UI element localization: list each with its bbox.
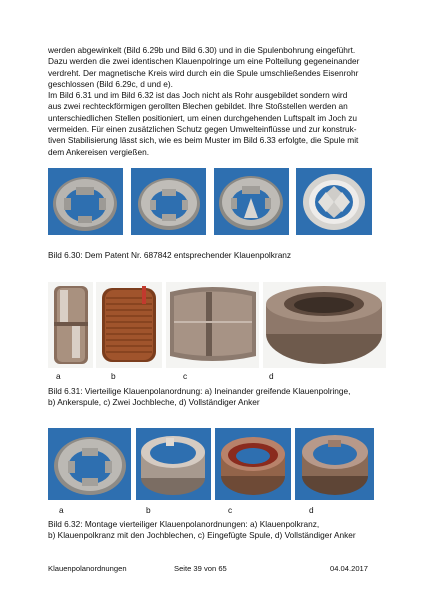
figure-631-label-c: c	[183, 371, 188, 381]
figure-632-caption-line: Bild 6.32: Montage vierteiliger Klauenpolanordnungen: a) Klauenpolkranz,	[48, 519, 320, 529]
figure-632-caption	[48, 519, 393, 542]
figure-632-caption-line: b) Klauenpolkranz mit den Jochblechen, c) Eingefügte Spule, d) Vollständiger Anker	[48, 530, 356, 541]
photo-assembly-complete	[295, 428, 374, 500]
photo-claw-ring-2	[131, 168, 206, 235]
figure-631-label-a: a	[56, 371, 61, 381]
body-line: verdreht. Der magnetische Kreis wird durch ein die Spule umschließendes Eisenrohr	[48, 67, 359, 78]
body-line: dem Ankereisen vergießen.	[48, 146, 150, 157]
figure-632-label-b: b	[146, 505, 151, 515]
figure-631-caption-line: Bild 6.31: Vierteilige Klauenpolanordnung: a) Ineinander greifende Klauenpolringe,	[48, 386, 351, 396]
figure-631-caption	[48, 386, 393, 409]
figure-631-label-b: b	[111, 371, 116, 381]
figure-632-label-c: c	[228, 505, 233, 515]
body-line: werden abgewinkelt (Bild 6.29b und Bild 6.30) und in die Spulenbohrung eingeführt.	[48, 45, 356, 55]
body-text	[48, 45, 384, 158]
footer-page-number: Seite 39 von 65	[174, 564, 227, 573]
photo-armature-coil	[96, 282, 162, 368]
photo-claw-rings-interlocked	[48, 282, 93, 368]
photo-complete-armature	[263, 282, 386, 368]
body-line: Im Bild 6.31 und im Bild 6.32 ist das Joch nicht als Rohr ausgebildet sondern wird	[48, 90, 348, 101]
photo-assembly-claw-ring	[48, 428, 131, 500]
body-line: geschlossen (Bild 6.29c, d und e).	[48, 78, 173, 89]
figure-631-label-d: d	[269, 371, 274, 381]
figure-630-caption: Bild 6.30: Dem Patent Nr. 687842 entsprechender Klauenpolkranz	[48, 250, 292, 260]
footer-chapter: Klauenpolanordnungen	[48, 564, 127, 573]
figure-632-label-a: a	[59, 505, 64, 515]
figure-631-caption-line: b) Ankerspule, c) Zwei Jochbleche, d) Vollständiger Anker	[48, 397, 260, 408]
body-line: Dazu werden die zwei identischen Klauenpolringe um eine Polteilung gegeneinander	[48, 56, 360, 67]
photo-yoke-sheets	[166, 282, 259, 368]
photo-claw-ring-1	[48, 168, 123, 235]
photo-assembly-with-coil	[215, 428, 291, 500]
body-line: tiven Stabilisierung lässt sich, wie es beim Muster im Bild 6.33 erfolgte, die Spule mit	[48, 135, 359, 146]
body-line: aus zwei rechteckförmigen gerollten Blechen gebildet. Ihre Stoßstellen werden an	[48, 101, 348, 112]
photo-assembly-with-yoke	[136, 428, 211, 500]
photo-claw-ring-4	[296, 168, 372, 235]
body-line: vermeiden. Für einen zusätzlichen Schutz gegen Umwelteinflüsse und zur konstruk-	[48, 124, 357, 135]
photo-claw-ring-3	[214, 168, 289, 235]
footer-date: 04.04.2017	[330, 564, 369, 573]
body-line: unterschiedlichen Stellen positioniert, um einen durchgehenden Luftspalt im Joch zu	[48, 112, 358, 123]
figure-632-label-d: d	[309, 505, 314, 515]
